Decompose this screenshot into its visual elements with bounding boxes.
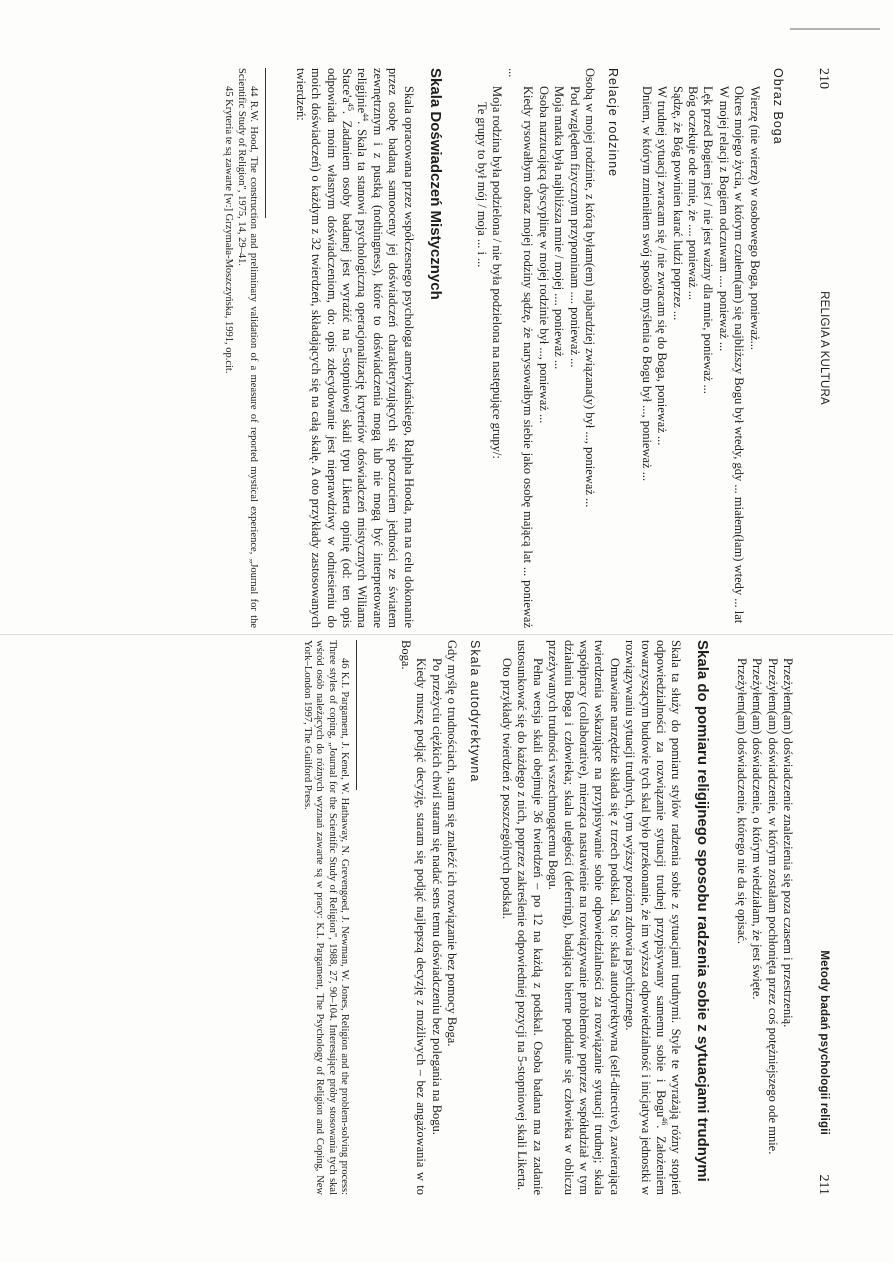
paragraph-przyklady: Oto przykłady twierdzeń z poszczególnych podskal. (499, 658, 514, 920)
page-body (300, 640, 795, 1195)
running-header-right (811, 640, 831, 1195)
footnote-mark: 46 (660, 1117, 670, 1126)
page-211 (0, 640, 893, 1195)
list-item: Gdy myślę o trudnościach, staram się znaleźć ich rozwiązanie bez pomocy Boga. (445, 640, 460, 1047)
footnote-rule (265, 68, 266, 218)
paragraph-skala-pomiar (622, 640, 684, 1195)
paragraph-skala-description (292, 68, 415, 628)
footnote-mark: 44 (361, 113, 371, 122)
paragraph-text: Skala opracowana przez współczesnego psychologa amerykańskiego, Ralpha Hooda, ma na celu dokonanie przez osobę badaną samooceny jej doświadczeń charakteryzujących się poczuciem jedności ze światem zewnętrznym i z pustką (nothingness), które to doświadczenia mogą lub nie mogą być interpretowane religijnie (355, 68, 416, 628)
list-item: Kiedy rysowałbym obraz mojej rodziny sądzę, że narysowałbym siebie jako osobę mającą lat ... ponieważ ... (505, 68, 536, 628)
list-item: Pod względem fizycznym przypominam .... ponieważ ... (567, 86, 582, 368)
list-item: Przeżyłem(am) doświadczenie znalezienia się poza czasem i przestrzenią. (781, 658, 795, 1028)
list-item: Przeżyłem(am) doświadczenie, w którym zostałam pochłonięta przez coś potężniejszego ode mnie. (765, 658, 780, 1155)
list-item: Moja rodzina była podzielona / nie była podzielona na następujące grupy/: (490, 86, 505, 459)
paragraph-text: Skala ta służy do pomiaru stylów radzenia sobie z sytuacjami trudnymi. Style te wyrażają różny stopień odpowiedzialności za rozwiązanie sytuacji trudnej przypisywany samemu sobie i Bogu (653, 640, 684, 1195)
section-heading-skala-pomiaru: Skala do pomiaru religijnego sposobu radzenia sobie z sytuacjami trudnymi (694, 640, 712, 1182)
paragraph-text: . Założeniem towarzyszącym budowie tych skal było przekonanie, że im wyższa odpowiedzialność i inicjatywa jednostki w rozwiązywaniu sytuacji trudnych, tym wyższy poziom zdrowia psychicznego. (623, 640, 668, 1195)
footnote-46: 46 K.I. Pargament, J. Kenel, W. Hathaway, N. Grevengoed, J. Newman, W. Jones, Religion and the problem-solving process: Three styles of coping, „Journal for the Scientific Study of Religion", 1988, 27, 90–104. Interesujące próby stosowania tych skal wśród osób należących do różnych wyznań zawarte są w pracy: K.I. Pargament, The Psychology of Religion and Coping, New York–London 1997, The Guilford Press. (301, 640, 351, 1195)
list-item: Sądzę, że Bóg powinien karać ludzi poprzez ... (670, 86, 685, 321)
list-item: Wierzę (nie wierzę) w osobowego Boga, ponieważ... (747, 86, 762, 350)
paragraph-podskale: Omawiane narzędzie składa się z trzech podskal. Są to: skala autodyrektywna (self-directive), zawierająca twierdzenia wskazujące na przypisywanie sobie odpowiedzialności za rozwiązanie sytuacji trudnej; skala współpracy (collaborative), mierząca nastawienie na rozwiązywanie problemów poprzez współudział w tym działaniu Boga i człowieka; skala uległości (deferring), badająca bierne poddanie się człowieka w obliczu przeżywanych trudności wszechmogącemu Bogu. (546, 640, 622, 1195)
list-item: Osobą w mojej rodzinie, z którą byłam(em) najbardziej związana(y) był ..., ponieważ ... (582, 68, 597, 508)
paragraph-text: . Skala ta stanowi psychologiczną operacjonalizację kryteriów doświadczeń mistycznych Wiliama Stace'a (340, 68, 370, 628)
page-210 (0, 68, 893, 628)
running-title: Metody badań psychologii religii (818, 950, 830, 1135)
page-number: 210 (816, 68, 831, 89)
subheading-relacje-rodzinne: Relacje rodzinne (606, 68, 621, 178)
footnote-45: 45 Kryteria te są zawarte [w:] Grzymała-Moszczyńska, 1991, op.cit. (223, 86, 235, 374)
list-item: Przeżyłem(am) doświadczenie, którego nie da się opisać. (734, 658, 749, 944)
paragraph-pelna-wersja: Pełna wersja skali obejmuje 36 twierdzeń – po 12 na każdą z podskal. Osoba badana ma za zadanie ustosunkować się do każdego z nich, poprzez zakreślenie odpowiedniej pozycji na 5-stopniowej skali Likerta. (515, 640, 545, 1195)
list-item: Dniem, w którym zmieniłem swój sposób myślenia o Bogu był ..., ponieważ ... (639, 86, 654, 482)
list-item: W mojej relacji z Bogiem odczuwam .... ponieważ ... (716, 86, 731, 352)
subheading-obraz-boga: Obraz Boga (771, 68, 785, 145)
section-heading-skala-mistycznych: Skala Doświadczeń Mistycznych (426, 68, 444, 300)
subheading-autodyrektywna: Skala autodyrektywna (468, 640, 483, 783)
page-number: 211 (816, 1174, 831, 1195)
footnote-rule (356, 640, 357, 790)
list-item: Bóg oczekuje ode mnie, że .... ponieważ ... (685, 86, 700, 301)
running-header-left (811, 68, 831, 628)
list-item: Przeżyłem(am) doświadczenie, o którym wiedziałam, że jest święte. (750, 658, 765, 1000)
list-item: Lęk przed Bogiem jest / nie jest ważny dla mnie, ponieważ ... (701, 86, 716, 394)
footnote-mark: 45 (346, 102, 356, 111)
list-item: Po przeżyciu ciężkich chwil staram się nadać sens temu doświadczeniu bez polegania na Bogu. (429, 658, 444, 1135)
list-item: W trudnej sytuacji zwracam się / nie zwracam się do Boga, ponieważ ... (655, 86, 670, 446)
list-item: Moja matka była najbliższa mnie / mojej .... ponieważ ... (552, 86, 567, 370)
list-item: Te grupy to był mój / moja ... i ... (475, 102, 490, 268)
page-body (222, 68, 795, 628)
list-item: Okres mojego życia, w którym czułem(am) się najbliższy Bogu był wtedy, gdy ... miałem(łam) wtedy ... lat (732, 86, 747, 624)
footnote-44: 44 R.W. Hood, The construction and preliminary validation of a measure of reported mystical experience, „Journal for the Scientific Study of Religion", 1975, 14, 29–41. (235, 68, 260, 628)
paragraph-text: . Zadaniem osoby badanej jest wyrażić na 5-stopniowej skali typu Likerta opinię (od: ten opis odpowiada moim własnym doświadczeniom, do: opis zdecydowanie jest nieprawdziwy w odniesieniu do moich doświadczeń) o każdym z 32 twierdzeń, składających się na całą skalę. A oto przykłady zastosowanych twierdzeń: (293, 68, 355, 628)
list-item: Kiedy muszę podjąć decyzję, staram się podjąć najlepszą decyzję z możliwych – bez angażowania w to Boga. (398, 640, 429, 1195)
running-title: RELIGIA A KULTURA (818, 291, 830, 405)
list-item: Osoba narzucającą dyscyplinę w mojej rodzinie był ..., ponieważ ... (536, 86, 551, 424)
